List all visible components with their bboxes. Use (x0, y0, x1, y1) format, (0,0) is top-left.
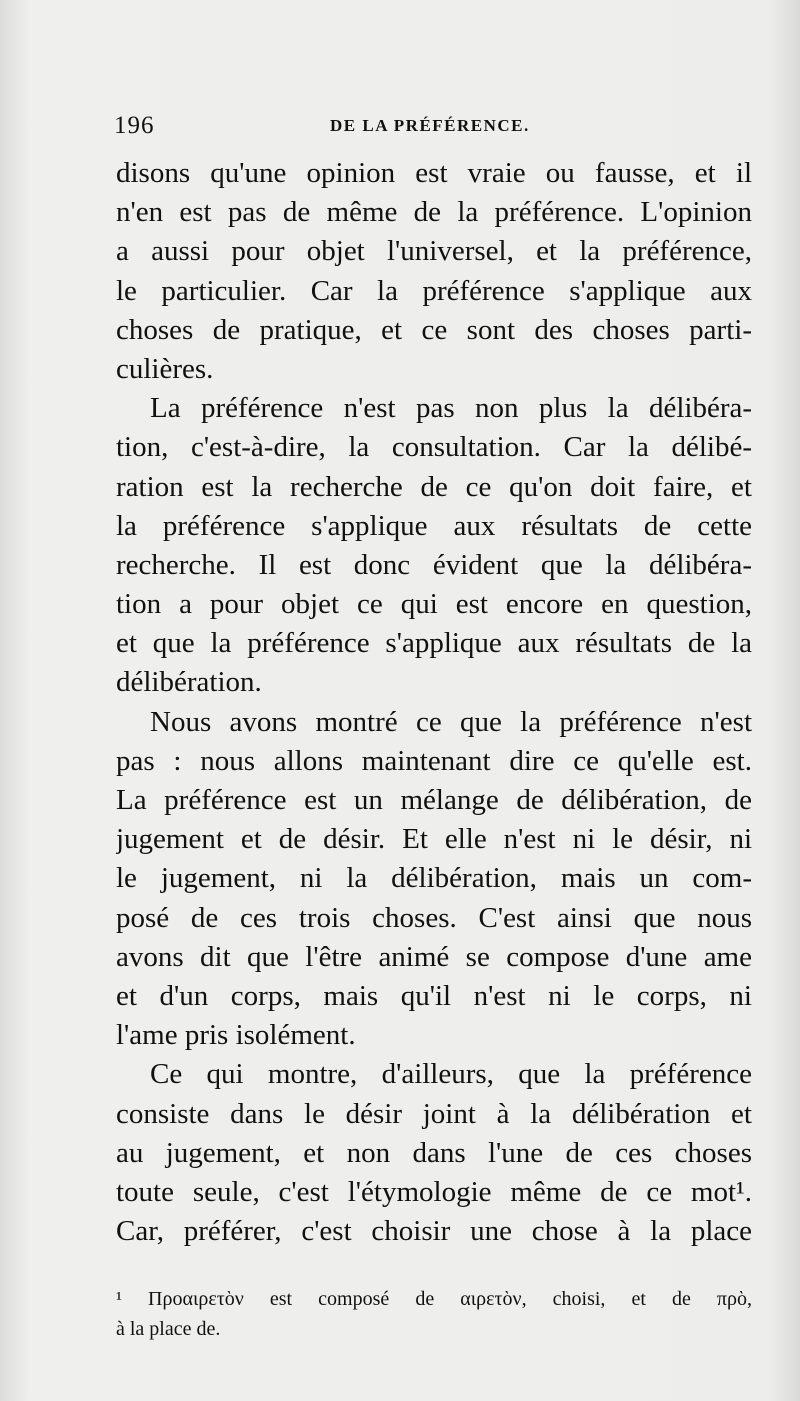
text-line: La préférence est un mélange de délibération, de (116, 784, 752, 816)
text-line: Car, préférer, c'est choisir une chose à la place (116, 1215, 752, 1248)
text-line: La préférence n'est pas non plus la délibéra- (150, 392, 752, 425)
text-line: recherche. Il est donc évident que la délibéra- (116, 548, 752, 581)
text-line: au jugement, et non dans l'une de ces choses (116, 1136, 752, 1169)
text-line: tion a pour objet ce qui est encore en question, (116, 588, 752, 621)
text-line: et d'un corps, mais qu'il n'est ni le corps, ni (116, 979, 752, 1012)
text-line: avons dit que l'être animé se compose d'une ame (116, 940, 752, 973)
footnote (116, 1284, 752, 1344)
footnote-line: à la place de. (116, 1318, 221, 1340)
running-header (0, 112, 800, 142)
text-line: a aussi pour objet l'universel, et la préférence, (116, 235, 752, 268)
running-title: DE LA PRÉFÉRENCE. (330, 116, 530, 135)
text-line: choses de pratique, et ce sont des choses parti- (116, 313, 752, 346)
text-line: toute seule, c'est l'étymologie même de ce mot¹. (116, 1175, 752, 1208)
text-line: disons qu'une opinion est vraie ou fausse, et il (116, 157, 752, 189)
text-line: tion, c'est-à-dire, la consultation. Car la délibé- (116, 431, 752, 464)
text-line: la préférence s'applique aux résultats de cette (116, 509, 752, 542)
text-line: délibération. (116, 666, 262, 699)
text-line: Ce qui montre, d'ailleurs, que la préférence (150, 1058, 752, 1091)
text-line: Nous avons montré ce que la préférence n'est (150, 705, 752, 738)
text-line: jugement et de désir. Et elle n'est ni le désir, ni (116, 823, 752, 856)
text-line: consiste dans le désir joint à la délibération et (116, 1097, 752, 1130)
text-line: ration est la recherche de ce qu'on doit faire, et (116, 470, 752, 503)
text-line: pas : nous allons maintenant dire ce qu'elle est. (116, 744, 752, 777)
text-line: et que la préférence s'applique aux résultats de la (116, 627, 752, 660)
text-line: n'en est pas de même de la préférence. L'opinion (116, 196, 752, 229)
page-number: 196 (114, 112, 155, 139)
footnote-line: ¹ Προαιρετὸν est composé de αιρετὸν, choisi, et de πρὸ, (116, 1288, 752, 1310)
text-line: l'ame pris isolément. (116, 1019, 356, 1052)
body-text (116, 154, 752, 1251)
text-line: le jugement, ni la délibération, mais un com- (116, 862, 752, 895)
text-line: posé de ces trois choses. C'est ainsi que nous (116, 901, 752, 934)
text-line: culières. (116, 352, 214, 385)
text-line: le particulier. Car la préférence s'applique aux (116, 274, 752, 307)
